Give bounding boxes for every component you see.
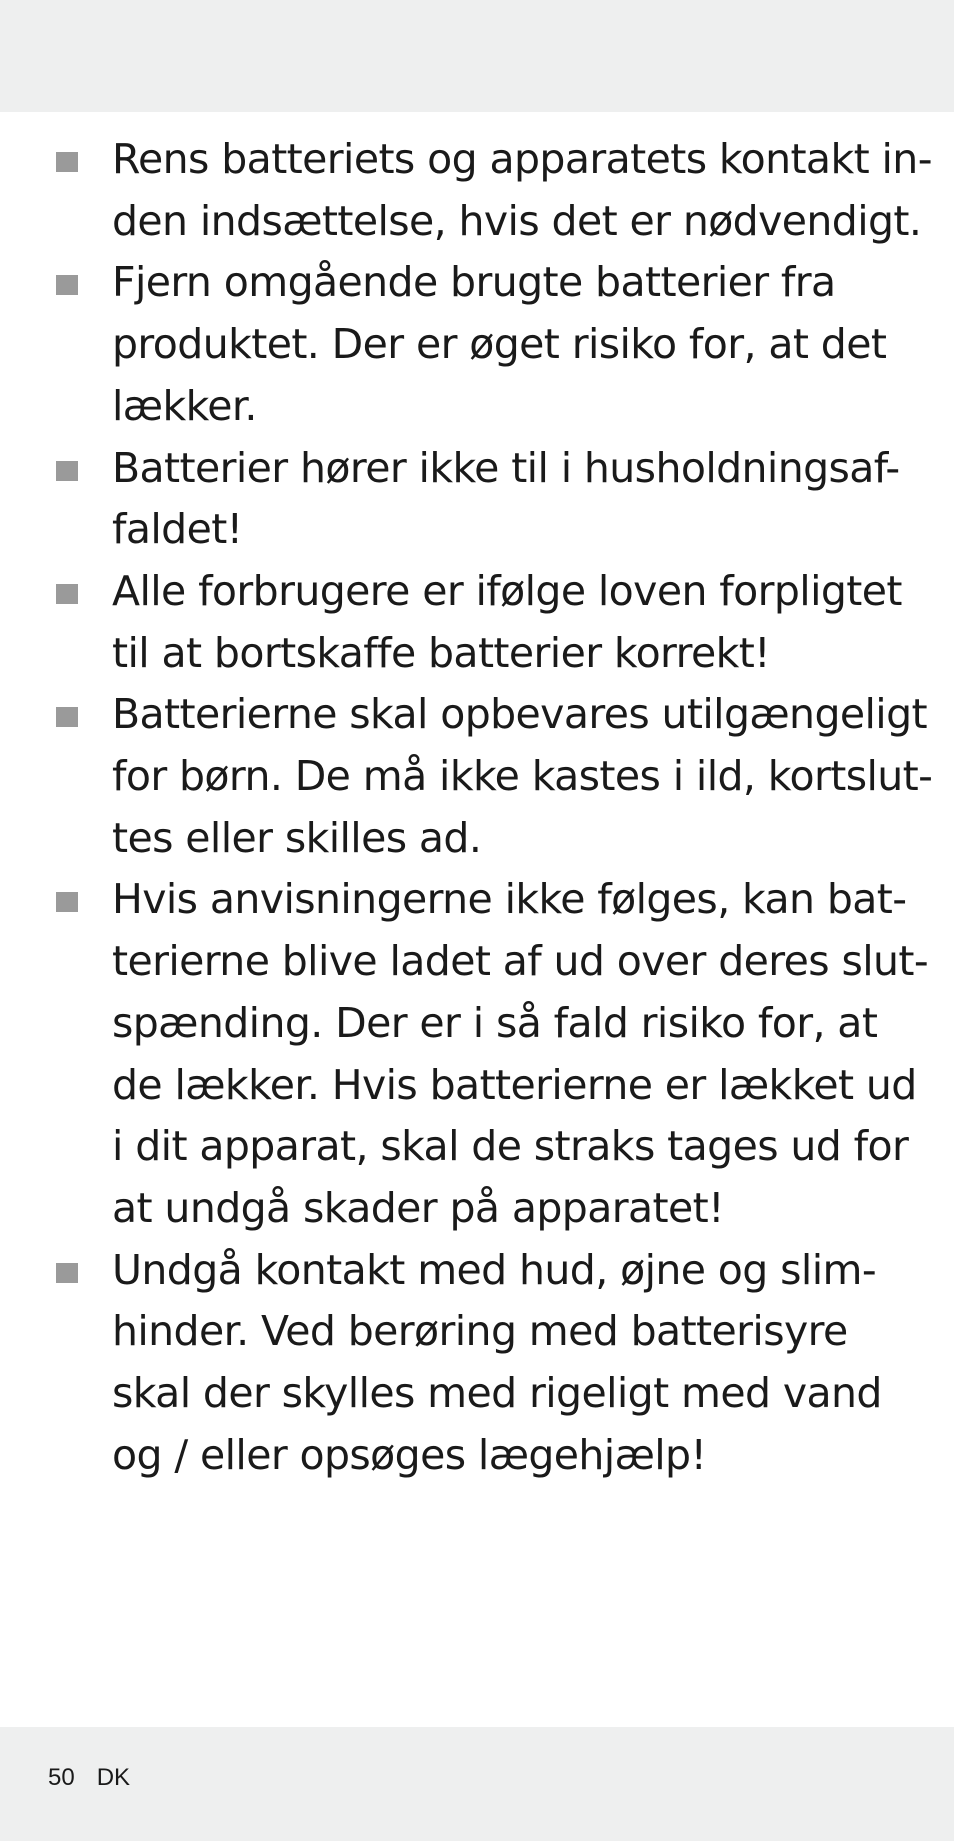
top-band <box>0 0 954 112</box>
text-line: Batterierne skal opbevares utilgængeligt <box>112 690 927 739</box>
square-bullet-icon <box>56 152 78 172</box>
text-line: Rens batteriets og apparatets kontakt in- <box>112 135 932 183</box>
bottom-band <box>0 1727 954 1841</box>
text-line: spænding. Der er i så fald risiko for, at <box>112 998 878 1047</box>
square-bullet-icon <box>56 1263 78 1283</box>
text-line: for børn. De må ikke kastes i ild, kortslut- <box>112 752 933 801</box>
page-number: 50 <box>48 1764 75 1791</box>
text-line: Undgå kontakt med hud, øjne og slim- <box>112 1245 877 1294</box>
text-line: lækker. <box>112 381 257 430</box>
page-footer <box>48 1764 130 1792</box>
text-line: hinder. Ved berøring med batterisyre <box>112 1307 848 1356</box>
square-bullet-icon <box>56 275 78 295</box>
square-bullet-icon <box>56 584 78 604</box>
square-bullet-icon <box>56 892 78 912</box>
text-line: skal der skylles med rigeligt med vand <box>112 1369 882 1418</box>
list-item <box>0 1240 902 1487</box>
text-line: Hvis anvisningerne ikke følges, kan bat- <box>112 875 907 924</box>
list-item <box>0 252 902 437</box>
text-line: de lækker. Hvis batterierne er lækket ud <box>112 1060 917 1109</box>
language-code: DK <box>96 1764 131 1791</box>
text-line: i dit apparat, skal de straks tages ud for <box>112 1122 909 1171</box>
text-line: Fjern omgående brugte batterier fra <box>112 258 836 307</box>
list-item <box>0 684 933 869</box>
list-item <box>0 561 902 684</box>
safety-instructions-list <box>0 129 954 1486</box>
text-line: at undgå skader på apparatet! <box>112 1183 724 1232</box>
list-item <box>0 869 929 1239</box>
square-bullet-icon <box>56 461 78 481</box>
list-item <box>0 438 902 561</box>
text-line: tes eller skilles ad. <box>112 813 482 862</box>
text-line: terierne blive ladet af ud over deres slut- <box>112 937 929 986</box>
text-line: faldet! <box>112 505 243 554</box>
text-line: produktet. Der er øget risiko for, at det <box>112 320 887 369</box>
text-line: Batterier hører ikke til i husholdningsaf- <box>112 443 900 492</box>
text-line: den indsættelse, hvis det er nødvendigt. <box>112 196 922 245</box>
square-bullet-icon <box>56 707 78 727</box>
text-line: Alle forbrugere er ifølge loven forpligtet <box>112 566 902 615</box>
list-item <box>0 129 932 252</box>
text-line: og / eller opsøges lægehjælp! <box>112 1430 707 1479</box>
text-line: til at bortskaffe batterier korrekt! <box>112 628 771 677</box>
